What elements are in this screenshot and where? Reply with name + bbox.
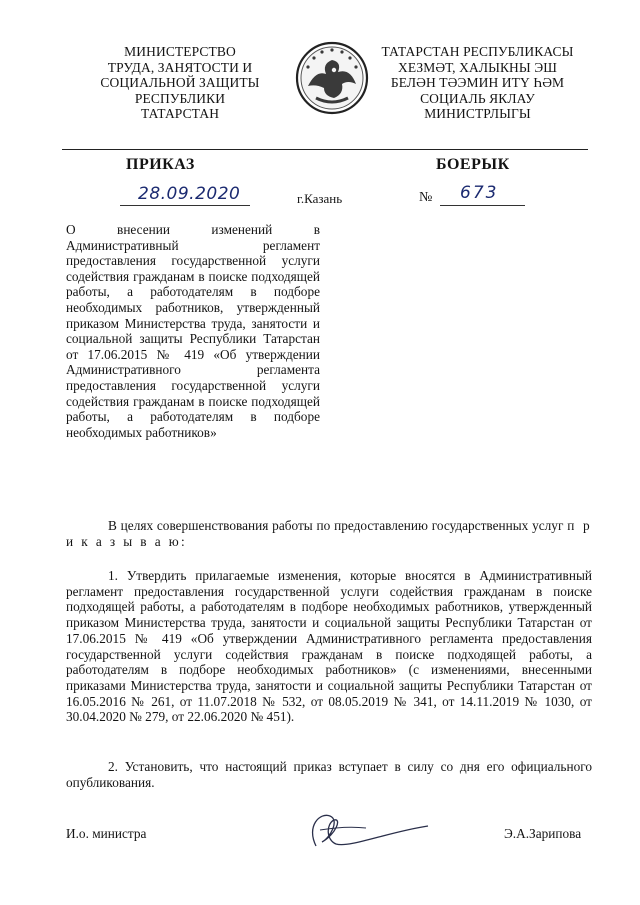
order-date: 28.09.2020 [138,184,241,204]
intro-text: В целях совершенствования работы по предоставлению государственных услуг [108,518,564,533]
ministry-name-ru-line: ТРУДА, ЗАНЯТОСТИ И [107,59,253,75]
intro-paragraph [66,518,592,549]
order-word: п р и к а з ы в а ю: [66,518,592,549]
signer-role: И.о. министра [66,826,147,841]
order-number: 673 [460,183,499,203]
ministry-name-tt-line: ХЕЗМӘТ, ХАЛЫКНЫ ЭШ [398,59,557,75]
date-underline [120,205,250,206]
paragraph-2 [66,759,592,790]
doc-type-tt: БОЕРЫК [436,156,510,173]
doc-type-ru: ПРИКАЗ [126,156,195,173]
ministry-name-tt-line: ТАТАРСТАН РЕСПУБЛИКАСЫ [381,44,574,59]
paragraph-1 [66,568,592,725]
tatarstan-emblem-icon [294,40,370,116]
ministry-name-tt-line: БЕЛӘН ТӘЭМИН ИТҮ ҺӘМ [390,75,565,90]
header-rule [62,149,588,150]
ministry-name-tt [365,44,590,122]
paragraph-2-text: 2. Установить, что настоящий приказ вступает в силу со дня его официального опубликования. [66,759,592,790]
number-underline [440,205,525,206]
signer-name: Э.А.Зарипова [504,826,582,841]
ministry-name-ru [85,44,275,122]
city: г.Казань [297,191,343,206]
ministry-name-ru-line: СОЦИАЛЬНОЙ ЗАЩИТЫ [100,75,260,90]
order-title: О внесении изменений в Административный регламент предоставления государственной услуги содействия гражданам в поиске подходящей работы, а работодателям в подборе необходимых работников, утвержденный приказом Министерства труда, занятости и социальной защиты Республики Татарстан от 17.06.2015 № 419 «Об утверждении Административного регламента предоставления государственной услуги содействия гражданам в поиске подходящей работы, а работодателям в подборе необходимых работников» [66,222,320,440]
ministry-name-ru-line: ТАТАРСТАН [140,106,220,121]
ministry-name-ru-line: МИНИСТЕРСТВО [124,44,236,59]
number-sign: № [419,190,433,205]
ministry-name-tt-line: СОЦИАЛЬ ЯКЛАУ [420,90,535,106]
ministry-name-ru-line: РЕСПУБЛИКИ [134,90,226,106]
ministry-name-tt-line: МИНИСТРЛЫГЫ [424,106,531,121]
paragraph-1-text: 1. Утвердить прилагаемые изменения, которые вносятся в Административный регламент предоставления государственной услуги содействия гражданам в поиске подходящей работы, а работодателям в подборе необходимых работников, утвержденный приказом Министерства труда, занятости и социальной защиты Республики Татарстан от 17.06.2015 № 419 «Об утверждении Административного регламента предоставления государственной услуги содействия гражданам в поиске подходящей работы, а работодателям в подборе необходимых работников» (с изменениями, внесенными приказами Министерства труда, занятости и социальной защиты Республики Татарстан от 16.05.2016 № 261, от 11.07.2018 № 532, от 08.05.2019 № 341, от 14.11.2019 № 1030, от 30.04.2020 № 279, от 22.06.2020 № 451). [66,568,592,725]
handwritten-signature-icon [296,806,436,856]
